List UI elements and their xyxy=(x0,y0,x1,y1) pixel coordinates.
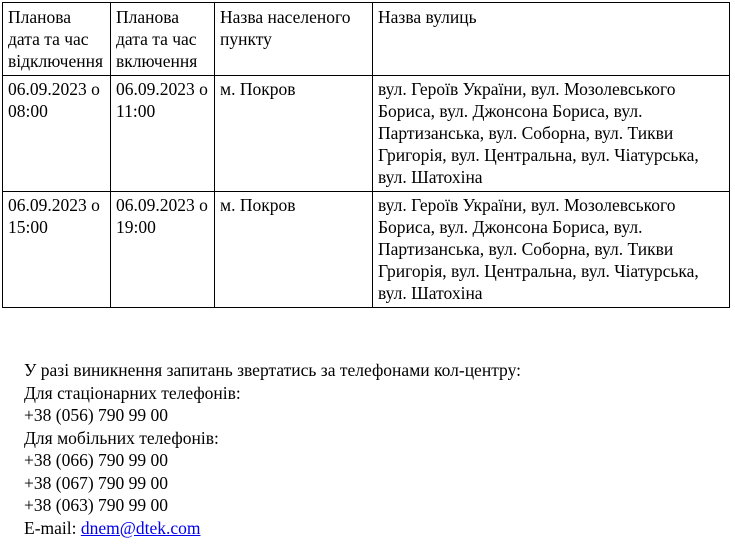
outage-time-cell: 06.09.2023 о 08:00 xyxy=(3,76,111,192)
outage-schedule-table xyxy=(2,2,730,308)
table-row xyxy=(3,76,730,192)
email-line xyxy=(24,517,724,540)
outage-time-cell: 06.09.2023 о 15:00 xyxy=(3,192,111,308)
email-link[interactable]: dnem@dtek.com xyxy=(80,517,201,538)
table-row xyxy=(3,192,730,308)
streets-cell: вул. Героїв України, вул. Мозолевського Бориса, вул. Джонсона Бориса, вул. Партизанська, вул. Соборна, вул. Тикви Григорія, вул. Центральна, вул. Чіатурська, вул. Шатохіна xyxy=(373,76,730,192)
contact-info xyxy=(24,359,724,539)
mobile-phone: +38 (066) 790 99 00 xyxy=(24,450,169,470)
header-restore-time: Планова дата та час включення xyxy=(111,3,215,76)
streets-cell: вул. Героїв України, вул. Мозолевського Бориса, вул. Джонсона Бориса, вул. Партизанська, вул. Соборна, вул. Тикви Григорія, вул. Центральна, вул. Чіатурська, вул. Шатохіна xyxy=(373,192,730,308)
settlement-cell: м. Покров xyxy=(215,76,373,192)
table-header-row xyxy=(3,3,730,76)
restore-time-cell: 06.09.2023 о 19:00 xyxy=(111,192,215,308)
mobile-phone: +38 (067) 790 99 00 xyxy=(24,472,169,493)
email-label: E-mail: xyxy=(24,517,81,538)
restore-time-cell: 06.09.2023 о 11:00 xyxy=(111,76,215,192)
landline-label: Для стаціонарних телефонів: xyxy=(24,382,241,403)
header-streets: Назва вулиць xyxy=(373,3,730,76)
contact-intro: У разі виникнення запитань звертатись за телефонами кол-центру: xyxy=(24,360,521,380)
header-outage-time: Планова дата та час відключення xyxy=(3,3,111,76)
settlement-cell: м. Покров xyxy=(215,192,373,308)
header-settlement: Назва населеного пункту xyxy=(215,3,373,76)
mobile-label: Для мобільних телефонів: xyxy=(24,427,219,448)
mobile-phone: +38 (063) 790 99 00 xyxy=(24,495,169,515)
landline-phone: +38 (056) 790 99 00 xyxy=(24,405,169,425)
